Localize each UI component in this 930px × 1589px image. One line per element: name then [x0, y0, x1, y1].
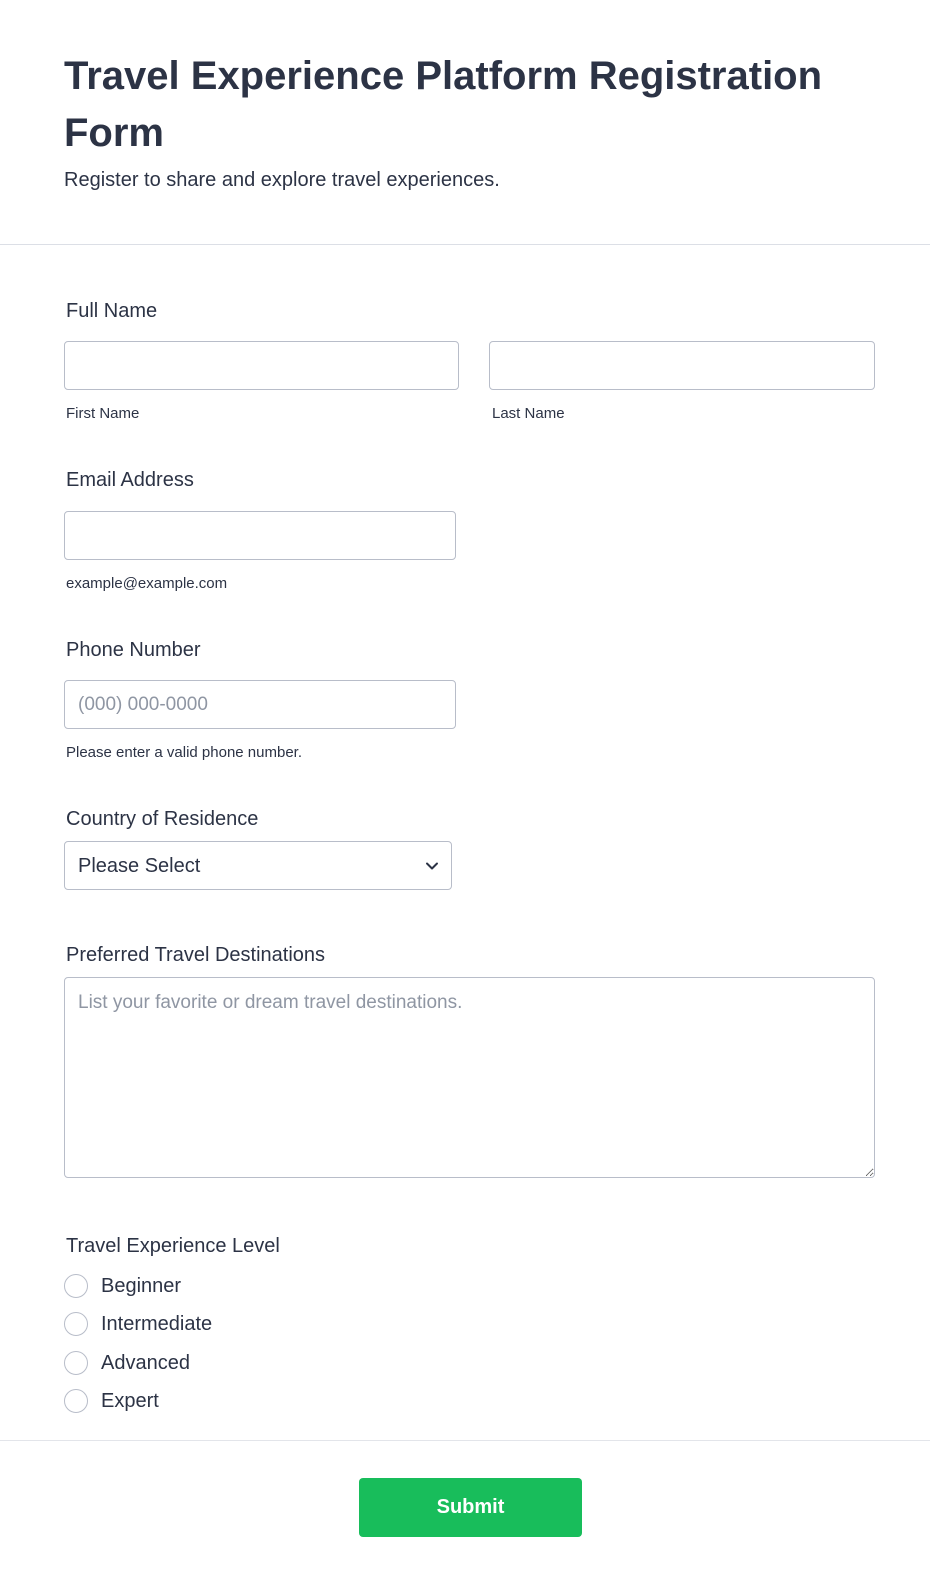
radio-option-advanced[interactable] [64, 1350, 190, 1376]
radio-option-intermediate[interactable] [64, 1311, 212, 1337]
destinations-textarea[interactable] [64, 977, 875, 1178]
phone-sublabel: Please enter a valid phone number. [66, 744, 302, 761]
phone-label: Phone Number [66, 639, 201, 661]
destinations-label: Preferred Travel Destinations [66, 944, 326, 966]
experience-label: Travel Experience Level [66, 1235, 280, 1257]
radio-option-expert[interactable] [64, 1388, 159, 1414]
radio-button[interactable] [64, 1274, 88, 1298]
radio-button[interactable] [64, 1389, 88, 1413]
phone-input[interactable] [64, 680, 456, 729]
radio-label: Beginner [101, 1275, 182, 1297]
radio-option-beginner[interactable] [64, 1273, 181, 1299]
submit-button[interactable]: Submit [359, 1478, 582, 1537]
radio-button[interactable] [64, 1351, 88, 1375]
radio-label: Advanced [101, 1352, 190, 1374]
page-title: Travel Experience Platform Registration Form [64, 54, 823, 155]
email-input[interactable] [64, 511, 456, 560]
radio-label: Intermediate [101, 1313, 213, 1335]
page-subtitle: Register to share and explore travel experiences. [64, 169, 500, 191]
email-label: Email Address [66, 469, 194, 491]
country-label: Country of Residence [66, 808, 259, 830]
radio-label: Expert [101, 1390, 159, 1412]
country-select[interactable] [64, 841, 452, 890]
last-name-sublabel: Last Name [492, 405, 565, 422]
form-header [0, 0, 930, 245]
full-name-label: Full Name [66, 300, 158, 322]
last-name-input[interactable] [489, 341, 875, 390]
country-select-value: Please Select [78, 855, 201, 877]
chevron-down-icon [425, 859, 439, 873]
first-name-sublabel: First Name [66, 405, 140, 422]
first-name-input[interactable] [64, 341, 459, 390]
radio-button[interactable] [64, 1312, 88, 1336]
email-sublabel: example@example.com [66, 575, 228, 592]
